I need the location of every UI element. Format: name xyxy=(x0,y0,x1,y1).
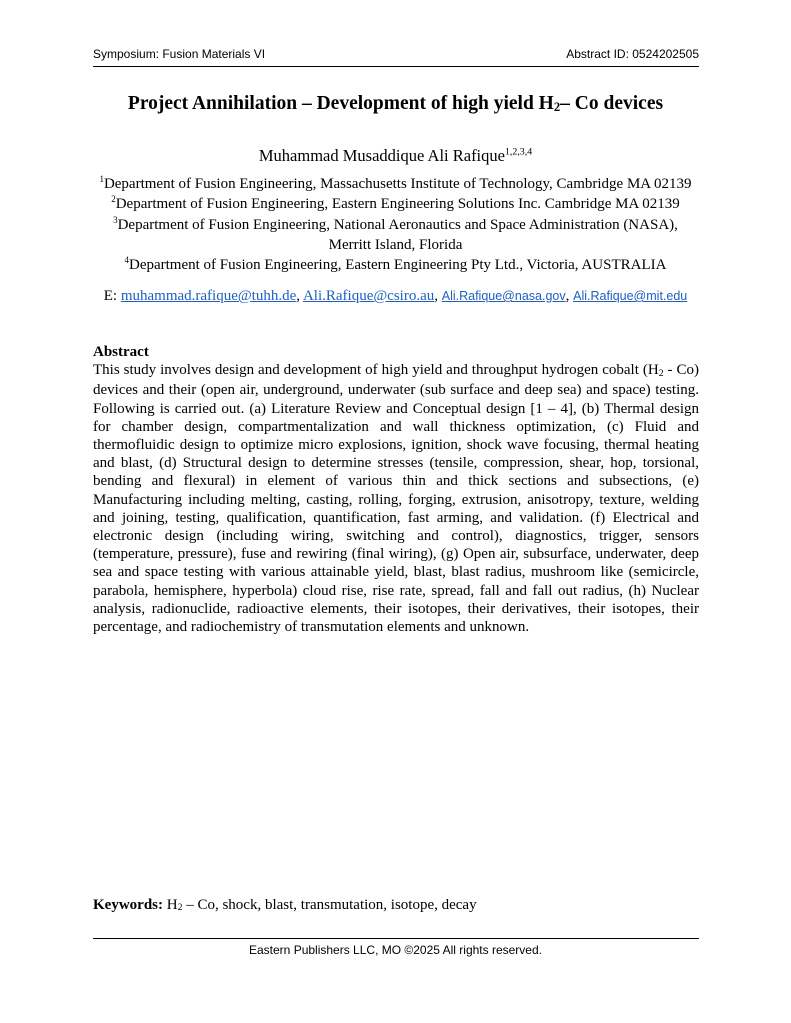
email-link-mit[interactable]: Ali.Rafique@mit.edu xyxy=(573,289,688,303)
keywords-label: Keywords: xyxy=(93,897,163,913)
abstract-body: This study involves design and development of high yield and throughput hydrogen cobalt $(H_2 - Co)$ devices and their (open air, underground, underwater (sub surface and deep sea) and space) testing. Following is carried out. (a) Literature Review and Conceptual design [1 – 4], (b) Thermal design for chamber design, compartmentalization and wall thickness optimization, (c) Fluid and thermofluidic design to optimize micro explosions, ignition, shock wave focusing, thermal heating and blast, (d) Structural design to determine stresses (tensile, compression, shear, hop, torsional, bending and flexural) in element of various thin and thick sections and subsections, (e) Manufacturing including melting, casting, rolling, forging, extrusion, anisotropy, texture, welding and joining, testing, qualification, quantification, fast arming, and validation. (f) Electrical and electronic design (including wiring, switching and control), diagnostics, trigger, sensors (temperature, pressure), fuse and rewiring (final wiring), (g) Open air, subsurface, underwater, deep sea and space testing with various attainable yield, blast, blast radius, mushroom like (semicircle, parabola, hemisphere, hyperbola) cloud rise, rise rate, spread, fall and fall out radius, (h) Nuclear analysis, radionuclide, radioactive elements, their isotopes, their derivatives, their isotopes, their percentage, and radiochemistry of transmutation elements and unknown. xyxy=(93,362,699,636)
email-link-csiro[interactable]: Ali.Rafique@csiro.au xyxy=(302,288,435,304)
affiliation-4: $^4$Department of Fusion Engineering, Eastern Engineering Pty Ltd., Victoria, AUSTRALIA xyxy=(124,255,667,274)
author-name: Muhammad Musaddique Ali Rafique xyxy=(258,146,505,165)
footer-divider xyxy=(93,938,699,939)
keywords: Keywords: $H_2$ – Co, shock, blast, transmutation, isotope, decay xyxy=(93,897,477,914)
email-link-tuhh[interactable]: muhammad.rafique@tuhh.de xyxy=(120,288,297,304)
affiliation-refs: 1,2,3,4 xyxy=(504,146,533,158)
affiliations xyxy=(0,174,791,275)
symposium-name: Symposium: Fusion Materials VI xyxy=(93,47,266,61)
affiliation-2: $^2$Department of Fusion Engineering, Eastern Engineering Solutions Inc. Cambridge MA 02139 xyxy=(111,194,680,213)
affiliation-1: $^1$Department of Fusion Engineering, Massachusetts Institute of Technology, Cambridge MA 02139 xyxy=(99,174,692,192)
footer-copyright: Eastern Publishers LLC, MO ©2025 All rights reserved. xyxy=(249,943,542,957)
affiliation-3: $^3$Department of Fusion Engineering, National Aeronautics and Space Administration (NASA), Merritt Island, Florida xyxy=(113,214,678,253)
abstract-section xyxy=(93,343,699,636)
running-header xyxy=(93,46,699,67)
email-line: E: muhammad.rafique@tuhh.de, Ali.Rafique@csiro.au, Ali.Rafique@nasa.gov, Ali.Rafique@mit.edu xyxy=(103,288,688,304)
paper-title: Project Annihilation – Development of high yield $H_2-$ Co devices xyxy=(127,93,664,114)
author-line xyxy=(0,146,791,166)
email-link-nasa[interactable]: Ali.Rafique@nasa.gov xyxy=(441,289,566,303)
abstract-heading: Abstract xyxy=(93,344,149,360)
abstract-id: Abstract ID: 0524202505 xyxy=(566,47,699,61)
